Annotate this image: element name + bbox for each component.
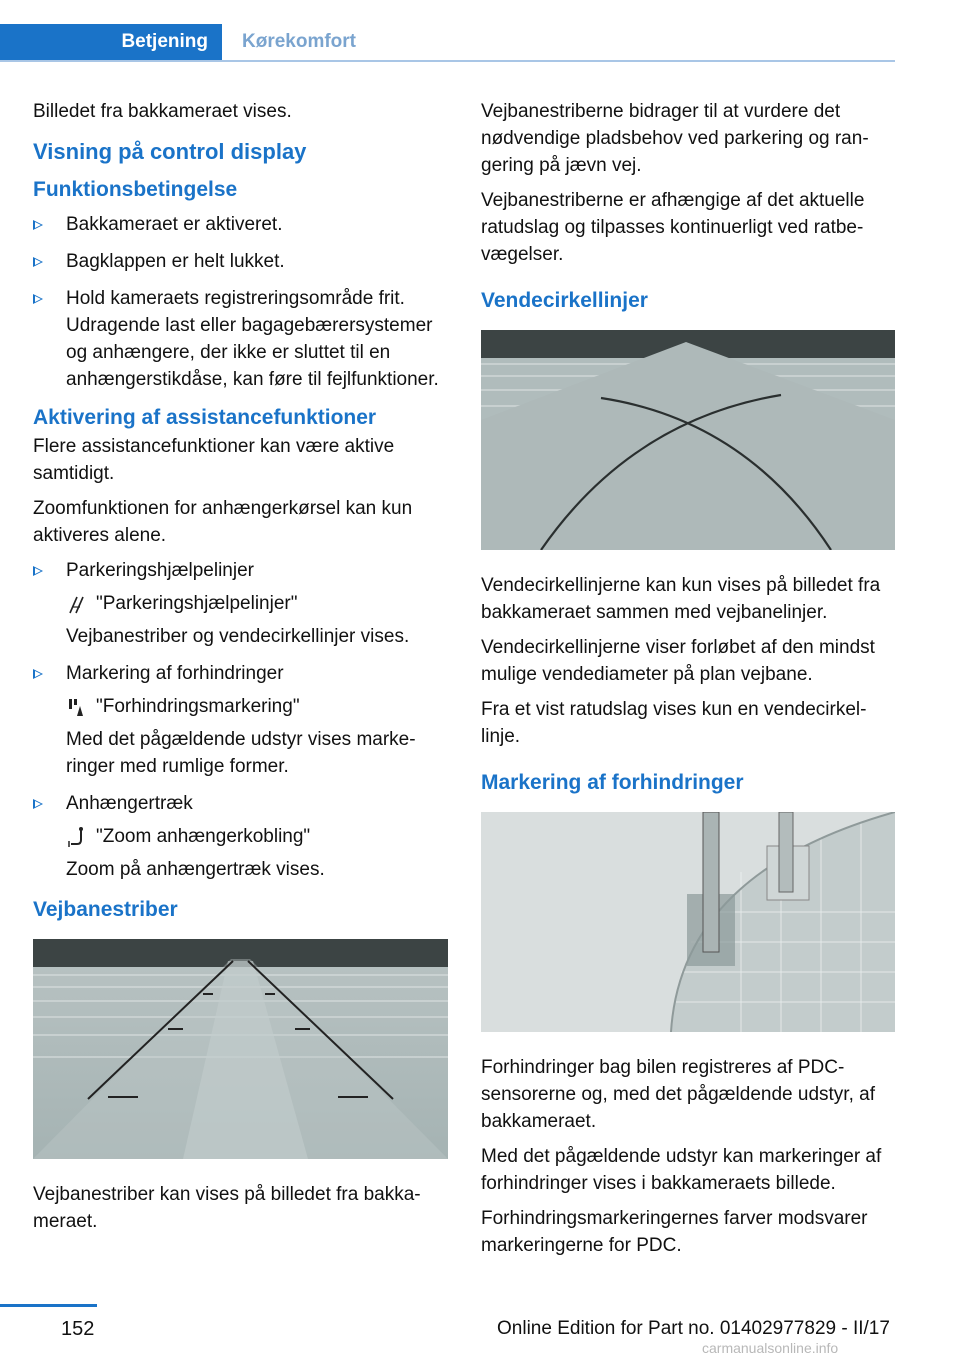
turning-circle-camera-image [481,330,895,550]
bullet-triangle-icon [33,799,43,809]
list-item [33,660,448,780]
turn-text-2: Vendecirkellinjerne viser forløbet af den mindst mulige vendediameter på plan vejbane. [481,637,875,685]
activation-text-1: Flere assistancefunktioner kan være aktive samtidigt. [33,436,395,484]
function-result: Zoom på anhængertræk vises. [66,859,325,880]
heading-conditions: Funktionsbetingelse [33,178,238,201]
function-result: Vejbanestriber og vendecirkellinjer vises. [66,626,410,647]
lanes-caption: Vejbanestriber kan vises på billedet fra bakkameraet. [33,1184,421,1232]
bullet-triangle-icon [33,566,43,576]
obstacle-marking-icon [66,696,88,718]
intro-text: Billedet fra bakkameraet vises. [33,101,292,122]
bullet-triangle-icon [33,294,43,304]
heading-display: Visning på control display [33,139,307,164]
bullet-triangle-icon [33,669,43,679]
menu-entry [66,823,448,850]
function-result: Med det pågældende udstyr vises markeringer med rumlige former. [66,729,416,777]
activation-text-2: Zoomfunktionen for anhængerkørsel kan kun aktiveres alene. [33,498,413,546]
functions-list [33,557,448,883]
menu-entry [66,590,448,617]
obstacle-text-3: Forhindringsmarkeringernes farver modsvarer markeringerne for PDC. [481,1208,868,1256]
trailer-hitch-icon [66,826,88,848]
list-item: Bakkameraet er aktiveret. [33,211,448,238]
lane-lines-camera-image [33,939,448,1159]
list-item [33,557,448,650]
obstacle-marking-camera-image [481,812,895,1032]
heading-obstacle-marking: Markering af forhindringer [481,771,744,794]
turn-text-1: Vendecirkellinjerne kan kun vises på billedet fra bakkameraet sammen med vejbanelinjer. [481,575,881,623]
right-column [481,98,897,1267]
function-label: Parkeringshjælpelinjer [66,560,254,581]
heading-activation: Aktivering af assistancefunktioner [33,406,377,429]
footer-divider [0,1304,97,1307]
bullet-triangle-icon [33,220,43,230]
list-item: Hold kameraets registreringsområde frit. Udragende last eller bagagebærersystemer og anhængere, der ikke er sluttet til en anhængerstikdåse, kan føre til fejlfunktioner. [33,285,448,393]
menu-label: "Parkeringshjælpelinjer" [96,593,298,614]
left-column [33,98,448,1243]
heading-turning-circle: Vendecirkellinjer [481,289,648,312]
edition-note: Online Edition for Part no. 01402977829 - II/17 [497,1318,890,1339]
watermark: carmanualsonline.info [702,1340,839,1356]
list-item [33,790,448,883]
page-number: 152 [61,1318,95,1340]
lanes-text-2: Vejbanestriberne er afhængige af det aktuelle ratudslag og tilpasses kontinuerligt ved ratbevægelser. [481,190,865,265]
header-divider [0,60,895,62]
function-label: Markering af forhindringer [66,663,284,684]
section-tab-betjening: Betjening [0,24,222,60]
obstacle-text-1: Forhindringer bag bilen registreres af PDC-sensorerne og, med det pågældende udstyr, af bakkameraet. [481,1057,875,1132]
menu-entry [66,693,448,720]
turn-text-3: Fra et vist ratudslag vises kun en vendecirkellinje. [481,699,867,747]
heading-lanes: Vejbanestriber [33,898,178,921]
page-header [0,0,895,62]
lanes-text-1: Vejbanestriberne bidrager til at vurdere det nødvendige pladsbehov ved parkering og rangering på jævn vej. [481,101,869,176]
function-label: Anhængertræk [66,793,193,814]
section-tab-korekomfort: Kørekomfort [242,31,357,52]
obstacle-text-2: Med det pågældende udstyr kan markeringer af forhindringer vises i bakkameraets billede. [481,1146,882,1194]
menu-label: "Zoom anhængerkobling" [96,826,311,847]
conditions-list [33,211,448,393]
parking-lines-icon [66,593,88,615]
bullet-triangle-icon [33,257,43,267]
list-item: Bagklappen er helt lukket. [33,248,448,275]
menu-label: "Forhindringsmarkering" [96,696,300,717]
